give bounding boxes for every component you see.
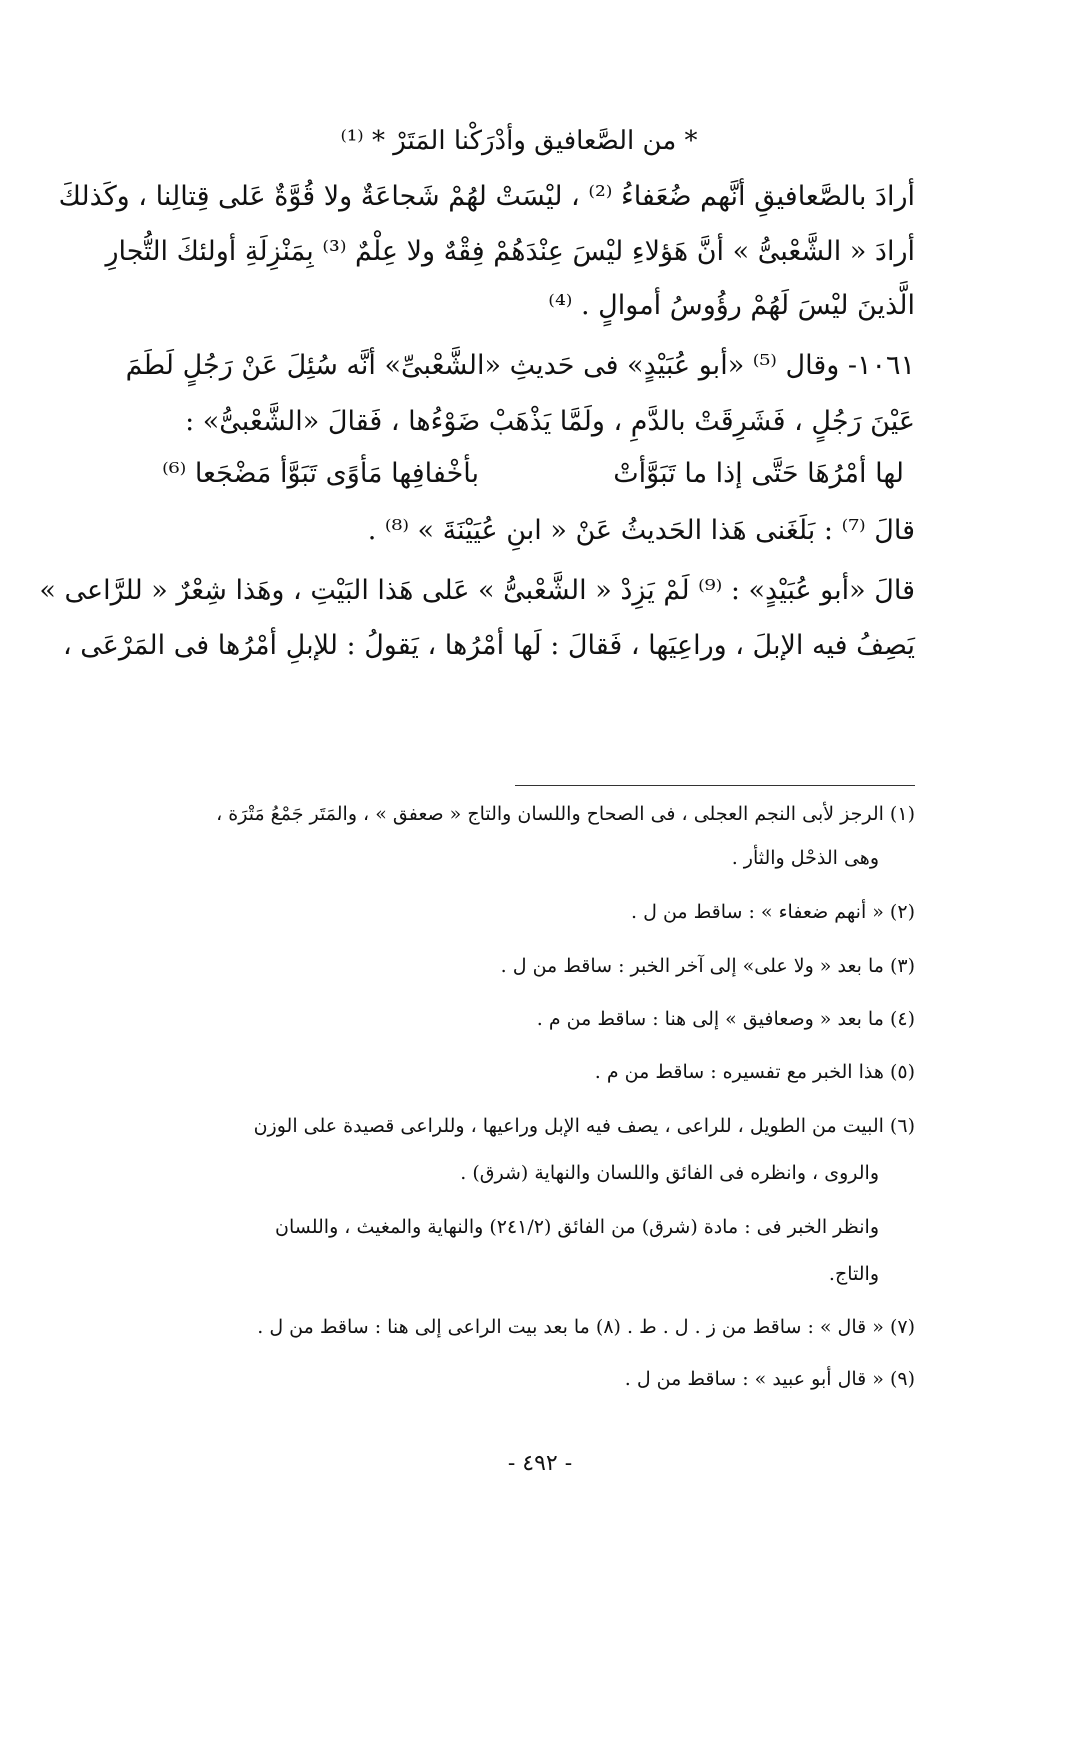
verse-second-hemistich: بأخْفافِها مَأوًى تَبَوَّأ مَضْجَعا ⁽⁶⁾ [162, 458, 479, 489]
page-number: - ٤٩٢ - [507, 1451, 573, 1476]
body-line: قالَ «أبو عُبَيْدٍ» : ⁽⁹⁾ لَمْ يَزِدْ « الشَّعْبىُّ » عَلى هَذا البَيْتِ ، وهَذا شِعْرٌ « للرَّاعى » [39, 575, 915, 606]
footnote: (٧) « قال » : ساقط من ز . ل . ط . (٨) ما بعد بيت الراعى إلى هنا : ساقط من ل . [257, 1316, 915, 1338]
body-line: أرادَ بالصَّعافيقِ أنَّهم ضُعَفاءُ ⁽²⁾ ، ليْسَتْ لهُمْ شَجاعَةٌ ولا قُوَّةٌ عَلى قِتالِنا ، وكَذلكَ [58, 181, 915, 212]
body-line: عَيْنَ رَجُلٍ ، فَشَرِقَتْ بالدَّمِ ، ولَمَّا يَذْهَبْ ضَوْءُها ، فَقالَ «الشَّعْبىُّ» : [185, 406, 915, 437]
body-line: الَّذينَ ليْسَ لَهُمْ رؤُوسُ أموالٍ . ⁽⁴⁾ [548, 290, 915, 321]
body-line: يَصِفُ فيه الإبلَ ، وراعِيَها ، فَقالَ : لَها أمْرُها ، يَقولُ : للإبلِ أمْرُها فى المَرْعَى ، [63, 630, 915, 661]
footnote: (٢) « أنهم ضعفاء » : ساقط من ل . [631, 901, 915, 923]
footnote: (٤) ما بعد « وصعافيق » إلى هنا : ساقط من م . [536, 1008, 915, 1030]
verse-heading: * من الصَّعافيق وأدْرَكْنا المَتَرْ * ⁽¹⁾ [340, 126, 698, 156]
footnote-separator [515, 785, 915, 786]
footnote-continuation: والتاج. [828, 1263, 879, 1285]
footnote: (٣) ما بعد « ولا على» إلى آخر الخبر : ساقط من ل . [500, 955, 915, 977]
footnote: (٦) البيت من الطويل ، للراعى ، يصف فيه الإبل وراعيها ، وللراعى قصيدة على الوزن [253, 1115, 915, 1137]
body-line: قالَ ⁽⁷⁾ : بَلَغَنى هَذا الحَديثُ عَنْ « ابنِ عُيَيْنَةَ » ⁽⁸⁾ . [367, 515, 915, 546]
footnote-continuation: والروى ، وانظره فى الفائق واللسان والنهاية (شرق) . [460, 1162, 879, 1184]
footnote: (٩) « قال أبو عبيد » : ساقط من ل . [624, 1368, 915, 1390]
body-line: أرادَ « الشَّعْبىُّ » أنَّ هَؤلاءِ ليْسَ عِنْدَهُمْ فِقْهٌ ولا عِلْمٌ ⁽³⁾ بِمَنْزِلَةِ أولئكَ التُّجارِ [105, 236, 915, 267]
body-line: ١٠٦١- وقال ⁽⁵⁾ «أبو عُبَيْدٍ» فى حَديثِ «الشَّعْبىِّ» أنَّه سُئِلَ عَنْ رَجُلٍ لَطَمَ [125, 350, 915, 381]
footnote: (٥) هذا الخبر مع تفسيره : ساقط من م . [594, 1061, 915, 1083]
verse-first-hemistich: لها أمْرُهَا حَتَّى إذا ما تَبَوَّأتْ [613, 458, 904, 489]
footnote: (١) الرجز لأبى النجم العجلى ، فى الصحاح واللسان والتاج « صعفق » ، والمَتَر جَمْعُ مَتْرَة ، [216, 803, 915, 825]
footnote-continuation: وهى الذحْل والثأر . [731, 847, 879, 869]
footnote-continuation: وانظر الخبر فى : مادة (شرق) من الفائق (٢٤١/٢) والنهاية والمغيث ، واللسان [275, 1216, 879, 1238]
